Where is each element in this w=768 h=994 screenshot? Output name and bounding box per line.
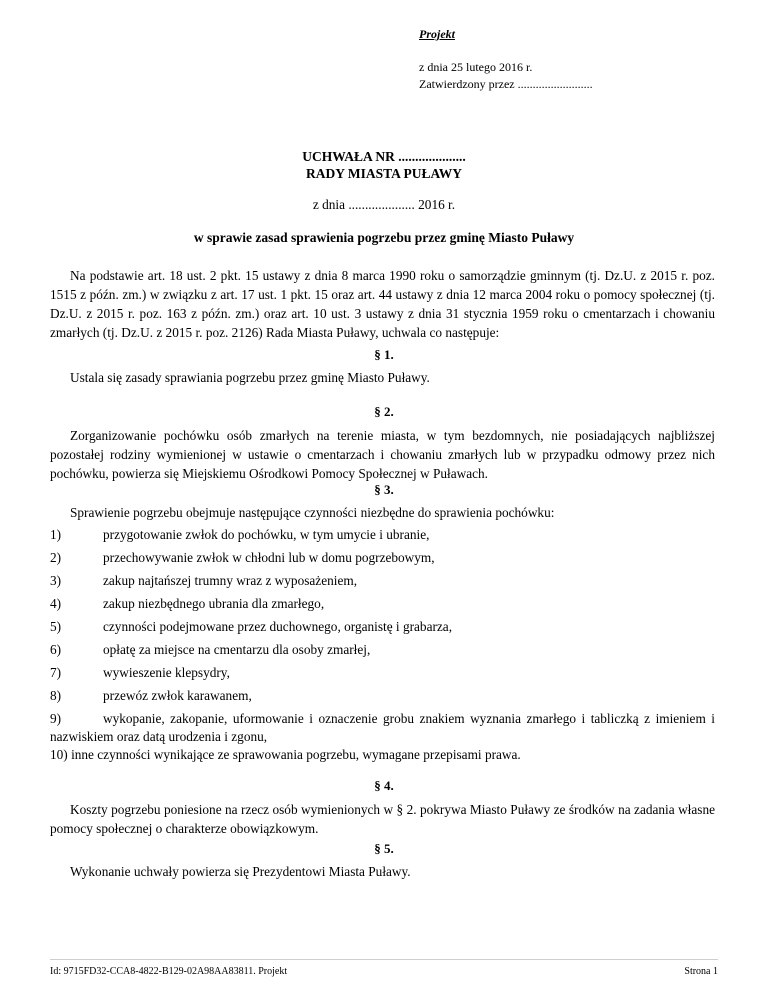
list-item bbox=[50, 526, 715, 544]
list-item-text: przechowywanie zwłok w chłodni lub w domu pogrzebowym, bbox=[103, 550, 435, 565]
list-item-number: 5) bbox=[50, 619, 62, 634]
resolution-date: z dnia .................... 2016 r. bbox=[312, 197, 456, 212]
list-item-text: przewóz zwłok karawanem, bbox=[103, 688, 252, 703]
list-item-text: wywieszenie klepsydry, bbox=[103, 665, 230, 680]
projekt-label: Projekt bbox=[419, 27, 455, 41]
section-2-heading: § 2. bbox=[374, 404, 394, 419]
list-item bbox=[50, 687, 715, 705]
list-item-text: przygotowanie zwłok do pochówku, w tym umycie i ubranie, bbox=[103, 527, 430, 542]
list-item bbox=[50, 641, 715, 659]
section-5-heading: § 5. bbox=[374, 841, 394, 856]
section-4-text: Koszty pogrzebu poniesione na rzecz osób wymienionych w § 2. pokrywa Miasto Puławy ze środków na zadania własne pomocy społecznej o charakterze obowiązkowym. bbox=[50, 802, 715, 836]
list-item bbox=[50, 595, 715, 613]
list-item-number: 10) bbox=[50, 747, 68, 762]
section-3-intro: Sprawienie pogrzebu obejmuje następujące czynności niezbędne do sprawienia pochówku: bbox=[70, 505, 555, 520]
list-item-text: opłatę za miejsce na cmentarzu dla osoby zmarłej, bbox=[103, 642, 371, 657]
section-1-text: Ustala się zasady sprawiania pogrzebu przez gminę Miasto Puławy. bbox=[70, 370, 430, 385]
list-item-number: 9) bbox=[50, 711, 62, 726]
section-5-text: Wykonanie uchwały powierza się Prezydentowi Miasta Puławy. bbox=[70, 864, 411, 879]
list-item-text: zakup najtańszej trumny wraz z wyposażeniem, bbox=[103, 573, 358, 588]
section-2-text: Zorganizowanie pochówku osób zmarłych na terenie miasta, w tym bezdomnych, nie posiadających najbliższej pozostałej rodziny wymienionej w ustawie o cmentarzach i chowaniu zmarłych lub w przypadku odmowy przez nich pochówku, powierza się Miejskiemu Ośrodkowi Pomocy Społecznej w Puławach. bbox=[50, 428, 715, 481]
list-item-number: 4) bbox=[50, 596, 62, 611]
resolution-subject: w sprawie zasad sprawienia pogrzebu przez gminę Miasto Puławy bbox=[193, 230, 575, 245]
list-item bbox=[50, 618, 715, 636]
list-item bbox=[50, 664, 715, 682]
section-3-heading: § 3. bbox=[374, 482, 394, 497]
list-item-number: 2) bbox=[50, 550, 62, 565]
footer-divider bbox=[50, 959, 718, 960]
council-name: RADY MIASTA PUŁAWY bbox=[305, 166, 462, 181]
section-4-heading: § 4. bbox=[374, 778, 394, 793]
list-item-number: 8) bbox=[50, 688, 62, 703]
list-item-number: 3) bbox=[50, 573, 62, 588]
list-item-number: 1) bbox=[50, 527, 62, 542]
list-item-text: czynności podejmowane przez duchownego, organistę i grabarza, bbox=[103, 619, 453, 634]
header-date: z dnia 25 lutego 2016 r. bbox=[419, 60, 533, 74]
list-item-text: inne czynności wynikające ze sprawowania pogrzebu, wymagane przepisami prawa. bbox=[71, 747, 521, 762]
list-item-number: 7) bbox=[50, 665, 62, 680]
list-item bbox=[50, 746, 715, 764]
document-header bbox=[419, 26, 593, 93]
section-1-heading: § 1. bbox=[374, 347, 394, 362]
list-item bbox=[50, 572, 715, 590]
footer-document-id: Id: 9715FD32-CCA8-4822-B129-02A98AA83811. Projekt bbox=[50, 966, 288, 977]
footer-page-number: Strona 1 bbox=[684, 966, 718, 977]
preamble: Na podstawie art. 18 ust. 2 pkt. 15 ustawy z dnia 8 marca 1990 roku o samorządzie gminnym (tj. Dz.U. z 2015 r. poz. 1515 z późn. zm.) w związku z art. 17 ust. 1 pkt. 15 oraz art. 44 ustawy z dnia 12 marca 2004 roku o pomocy społecznej (tj. Dz.U. z 2015 r. poz. 163 z późn. zm.) oraz art. 10 ust. 3 ustawy z dnia 31 stycznia 1959 roku o cmentarzach i chowaniu zmarłych (tj. Dz.U. z 2015 r. poz. 2126) Rada Miasta Puławy, uchwala co następuje: bbox=[50, 268, 715, 340]
list-item-text: wykopanie, zakopanie, uformowanie i oznaczenie grobu znakiem wyznania zmarłego i tabliczką z imieniem i nazwiskiem oraz datą urodzenia i zgonu, bbox=[50, 711, 715, 744]
list-item-number: 6) bbox=[50, 642, 62, 657]
resolution-number: UCHWAŁA NR .................... bbox=[302, 149, 466, 164]
list-item bbox=[50, 710, 715, 746]
list-item-text: zakup niezbędnego ubrania dla zmarłego, bbox=[103, 596, 325, 611]
header-approved: Zatwierdzony przez ......................... bbox=[419, 77, 593, 91]
list-item bbox=[50, 549, 715, 567]
resolution-title bbox=[0, 148, 768, 182]
